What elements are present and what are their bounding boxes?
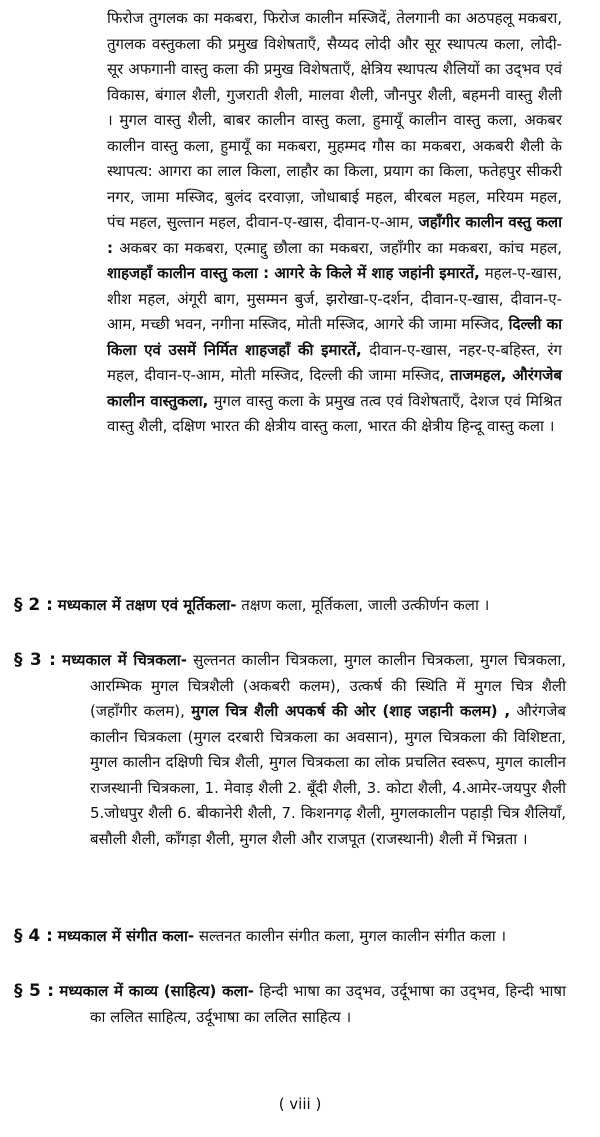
intro-bold-shahjahan: शाहजहाँ कालीन वास्तु कला : आगरे के किले में शाह जहांनी इमारतें, bbox=[107, 264, 480, 282]
intro-text-5: मुगल वास्तु कला के प्रमुख तत्व एवं विशेषताएँ, देशज एवं मिश्रित वास्तु शैली, दक्षिण भारत की क्षेत्रीय वास्तु कला, भारत की क्षेत्रीय हिन्दू वास्तु कला । bbox=[107, 391, 562, 435]
section-4-number: § 4 : bbox=[14, 926, 53, 946]
section-3-bold-mughal-decline: मुगल चित्र शैली अपकर्ष की ओर (शाह जहानी कलम) , bbox=[191, 702, 511, 720]
section-3-text-2: औरंगजेब कालीन चित्रकला (मुगल दरबारी चित्रकला का अवसान), मुगल चित्रकला की विशिष्टता, मुगल कालीन दक्षिणी चित्र शैली, मुगल चित्रकला का लोक प्रचलित स्वरूप, मुगल कालीन राजस्थानी चित्रकला, 1. मेवाड़ शैली 2. बूँदी शैली, 3. कोटा शैली, 4.आमेर-जयपुर शैली 5.जोधपुर शैली 6. बीकानेरी शैली, 7. किशनगढ़ शैली, मुगलकालीन पहाड़ी चित्र शैलियाँ, बसौली शैली, काँगड़ा शैली, मुगल शैली और राजपूत (राजस्थानी) शैली में भिन्नता । bbox=[90, 702, 566, 848]
section-5-number: § 5 : bbox=[14, 981, 55, 1001]
section-2-number: § 2 : bbox=[14, 595, 53, 615]
section-2 bbox=[14, 593, 566, 619]
intro-text-4: दीवान-ए-खास, नहर-ए-बहिस्त, रंग महल, दीवान-ए-आम, मोती मस्जिद, दिल्ली की जामा मस्जिद, bbox=[107, 340, 562, 384]
section-5-text: हिन्दी भाषा का उद्‍भव, उर्दूभाषा का उद्‍भव, हिन्दी भाषा का ललित साहित्य, उर्दूभाषा का ललित साहित्य । bbox=[90, 982, 566, 1026]
continued-paragraph bbox=[107, 6, 562, 440]
section-5-title: मध्यकाल में काव्य (साहित्य) कला- bbox=[59, 982, 254, 1000]
section-4 bbox=[14, 924, 566, 950]
intro-text-3: महल-ए-खास, शीश महल, अंगूरी बाग, मुसम्मन बुर्ज, झरोखा-ए-दर्शन, दीवान-ए-खास, दीवान-ए-आम, मच्छी भवन, नगीना मस्जिद, मोती मस्जिद, आगरे की जामा मस्जिद, bbox=[107, 264, 562, 333]
section-5 bbox=[14, 979, 566, 1030]
section-2-text: तक्षण कला, मूर्तिकला, जाली उत्कीर्णन कला । bbox=[241, 596, 490, 614]
intro-bold-tajmahal: ताजमहल, औरंगजेब कालीन वास्तुकला, bbox=[107, 366, 562, 410]
section-3 bbox=[14, 648, 566, 852]
section-4-title: मध्यकाल में संगीत कला- bbox=[57, 927, 195, 945]
section-3-title: मध्यकाल में चित्रकला- bbox=[62, 651, 187, 669]
intro-text-1: फिरोज तुगलक का मकबरा, फिरोज कालीन मस्जिदें, तेलगानी का अठपहलू मकबरा, तुगलक वस्तुकला की प्रमुख विशेषताएँ, सैय्यद लोदी और सूर स्थापत्य कला, लोदी-सूर अफगानी वास्तु कला की प्रमुख विशेषताएँ, क्षेत्रिय स्थापत्य शैलियों का उद्‍भव एवं विकास, बंगाल शैली, गुजराती शैली, मालवा शैली, जौनपुर शैली, बहमनी वास्तु शैली । मुगल वास्तु शैली, बाबर कालीन वास्तु कला, हुमायूँ कालीन वास्तु कला, अकबर कालीन वास्तु कला, हुमायूँ का मकबरा, मुहम्मद गौस का मकबरा, अकबरी शैली के स्थापत्य: आगरा का लाल किला, लाहौर का किला, प्रयाग का किला, फतेहपुर सीकरी नगर, जामा मस्जिद, बुलंद दरवाज़ा, जोधाबाई महल, बीरबल महल, मरियम महल, पंच महल, सुल्तान महल, दीवान-ए-खास, दीवान-ए-आम, bbox=[107, 9, 562, 231]
section-3-text-1: सुल्तनत कालीन चित्रकला, मुगल कालीन चित्रकला, मुगल चित्रकला, आरम्भिक मुगल चित्रशैली (अकबरी कलम), उत्कर्ष की स्थिति में मुगल चित्र शैली (जहाँगीर कलम), bbox=[90, 651, 566, 720]
intro-bold-delhi-fort: दिल्ली का किला एवं उसमें निर्मित शाहजहाँ की इमारतें, bbox=[107, 315, 562, 359]
section-2-title: मध्यकाल में तक्षण एवं मूर्तिकला- bbox=[57, 596, 237, 614]
intro-bold-jahangir: जहाँगीर कालीन वस्तु कला : bbox=[107, 213, 562, 257]
intro-text-2: अकबर का मकबरा, एत्माद्दु छौला का मकबरा, जहाँगीर का मकबरा, कांच महल, bbox=[119, 238, 562, 257]
section-3-number: § 3 : bbox=[14, 650, 56, 670]
page-number: ( viii ) bbox=[278, 1095, 322, 1113]
section-4-text: सल्तनत कालीन संगीत कला, मुगल कालीन संगीत कला । bbox=[198, 927, 507, 945]
